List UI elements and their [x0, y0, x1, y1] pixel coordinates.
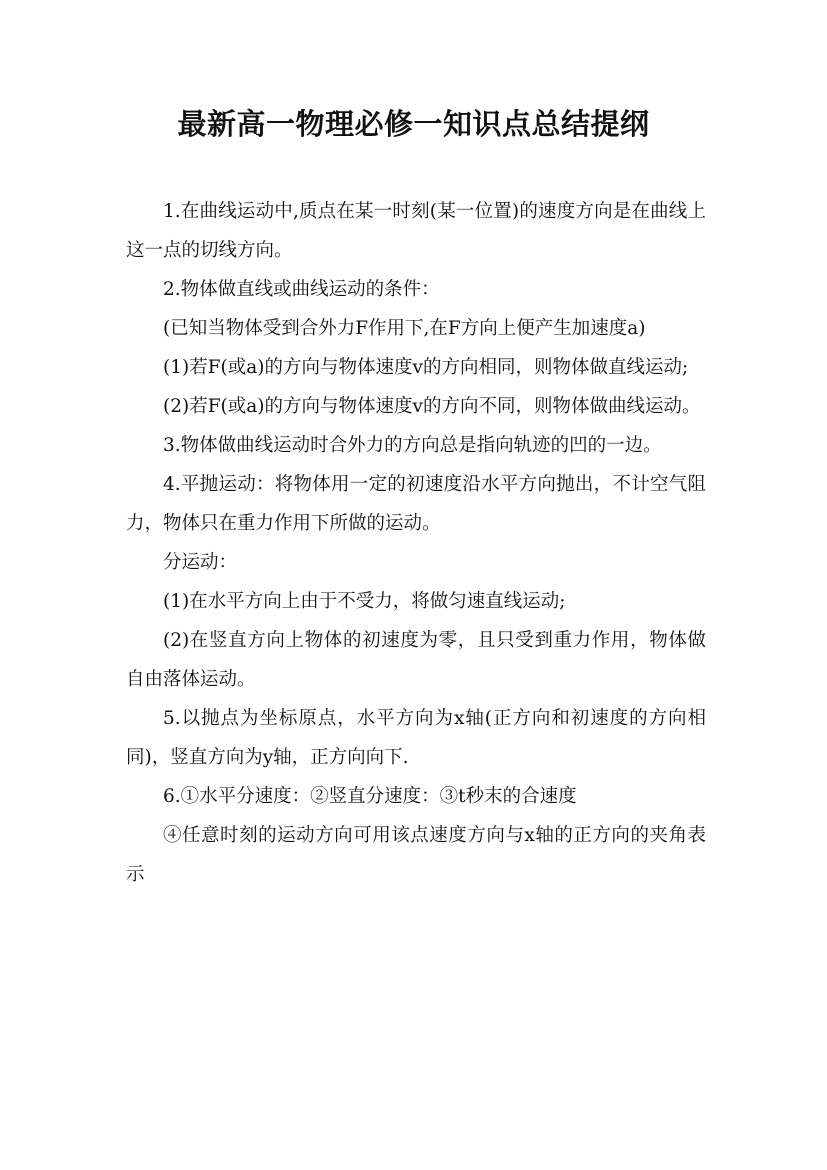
paragraph-velocity-components: 6.①水平分速度：②竖直分速度：③t秒末的合速度 [163, 786, 577, 807]
paragraph-curve-velocity-direction: 1.在曲线运动中,质点在某一时刻(某一位置)的速度方向是在曲线上这一点的切线方向。 [126, 201, 706, 261]
paragraph-motion-direction-angle: ④任意时刻的运动方向可用该点速度方向与x轴的正方向的夹角表示 [126, 825, 706, 885]
paragraph-horizontal-component: (1)在水平方向上由于不受力，将做匀速直线运动; [163, 591, 566, 612]
document-title: 最新高一物理必修一知识点总结提纲 [177, 107, 650, 141]
paragraph-vertical-component: (2)在竖直方向上物体的初速度为零，且只受到重力作用，物体做自由落体运动。 [126, 630, 706, 690]
paragraph-component-motion-heading: 分运动： [163, 552, 238, 573]
paragraph-net-force-direction: 3.物体做曲线运动时合外力的方向总是指向轨迹的凹的一边。 [163, 435, 662, 456]
document-body [126, 192, 706, 894]
paragraph-motion-conditions-heading: 2.物体做直线或曲线运动的条件： [163, 279, 440, 300]
paragraph-force-acceleration-note: (已知当物体受到合外力F作用下,在F方向上便产生加速度a) [163, 318, 646, 339]
paragraph-curved-line-condition: (2)若F(或a)的方向与物体速度v的方向不同，则物体做曲线运动。 [163, 396, 701, 417]
paragraph-projectile-definition: 4.平抛运动：将物体用一定的初速度沿水平方向抛出，不计空气阻力，物体只在重力作用下所做的运动。 [126, 474, 706, 534]
paragraph-coordinate-system: 5.以抛点为坐标原点，水平方向为x轴(正方向和初速度的方向相同)，竖直方向为y轴，正方向向下. [126, 708, 706, 768]
paragraph-straight-line-condition: (1)若F(或a)的方向与物体速度v的方向相同，则物体做直线运动; [163, 357, 689, 378]
